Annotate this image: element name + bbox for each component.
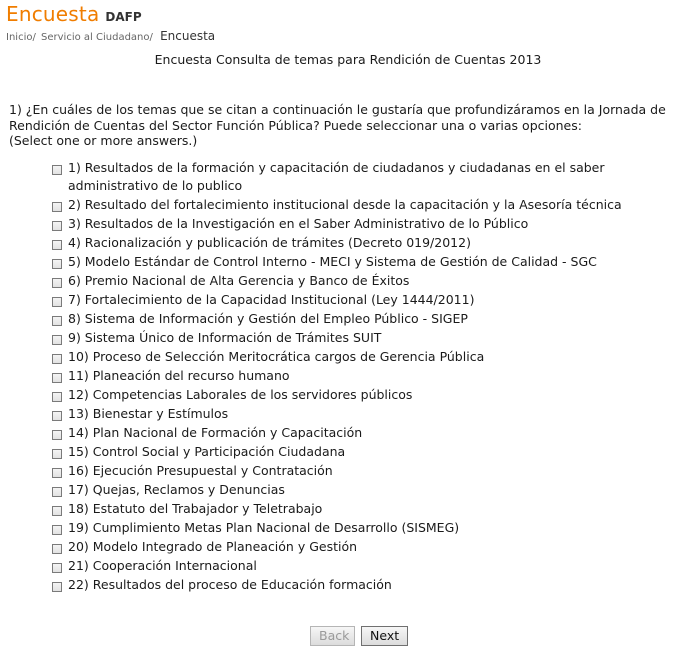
option-checkbox[interactable]	[52, 506, 62, 516]
option-checkbox[interactable]	[52, 221, 62, 231]
option-item[interactable]	[52, 215, 692, 234]
option-checkbox[interactable]	[52, 582, 62, 592]
option-checkbox[interactable]	[52, 392, 62, 402]
question-block	[9, 102, 689, 149]
option-checkbox[interactable]	[52, 563, 62, 573]
option-item[interactable]	[52, 310, 692, 329]
option-item[interactable]	[52, 481, 692, 500]
option-checkbox[interactable]	[52, 411, 62, 421]
option-item[interactable]	[52, 519, 692, 538]
option-item[interactable]	[52, 272, 692, 291]
option-checkbox[interactable]	[52, 297, 62, 307]
breadcrumb-current: Encuesta	[160, 29, 216, 43]
option-checkbox[interactable]	[52, 316, 62, 326]
option-label: 13) Bienestar y Estímulos	[68, 406, 229, 421]
option-label: 8) Sistema de Información y Gestión del Empleo Público - SIGEP	[68, 311, 468, 326]
option-label: 5) Modelo Estándar de Control Interno - MECI y Sistema de Gestión de Calidad - SGC	[68, 254, 597, 269]
breadcrumb-separator: /	[32, 32, 36, 43]
option-label: 20) Modelo Integrado de Planeación y Gestión	[68, 539, 358, 554]
option-label: 4) Racionalización y publicación de trámites (Decreto 019/2012)	[68, 235, 471, 250]
breadcrumb-separator: /	[149, 32, 153, 43]
option-label: 19) Cumplimiento Metas Plan Nacional de Desarrollo (SISMEG)	[68, 520, 460, 535]
option-label: 18) Estatuto del Trabajador y Teletrabajo	[68, 501, 323, 516]
option-item[interactable]	[52, 348, 692, 367]
option-item[interactable]	[52, 443, 692, 462]
option-label: 16) Ejecución Presupuestal y Contratación	[68, 463, 333, 478]
back-button[interactable]: Back	[310, 626, 355, 646]
option-item[interactable]	[52, 291, 692, 310]
option-item[interactable]	[52, 234, 692, 253]
breadcrumb-link-servicio-al-ciudadano[interactable]: Servicio al Ciudadano	[41, 32, 150, 43]
option-checkbox[interactable]	[52, 259, 62, 269]
option-label: 17) Quejas, Reclamos y Denuncias	[68, 482, 285, 497]
option-label: 3) Resultados de la Investigación en el Saber Administrativo de lo Público	[68, 216, 529, 231]
option-checkbox[interactable]	[52, 487, 62, 497]
option-item[interactable]	[52, 424, 692, 443]
question-text: 1) ¿En cuáles de los temas que se citan a continuación le gustaría que profundizáramos en la Jornada de Rendición de Cuentas del Sector Función Pública? Puede seleccionar una o varias opciones:	[9, 102, 666, 133]
option-item[interactable]	[52, 386, 692, 405]
option-label: 2) Resultado del fortalecimiento institucional desde la capacitación y la Asesoría técnica	[68, 197, 622, 212]
page-title: Encuesta	[6, 2, 100, 26]
option-checkbox[interactable]	[52, 335, 62, 345]
option-label: 14) Plan Nacional de Formación y Capacitación	[68, 425, 363, 440]
option-checkbox[interactable]	[52, 354, 62, 364]
option-label: 6) Premio Nacional de Alta Gerencia y Banco de Éxitos	[68, 273, 410, 288]
option-checkbox[interactable]	[52, 373, 62, 383]
question-hint: (Select one or more answers.)	[9, 133, 198, 148]
option-label: 7) Fortalecimiento de la Capacidad Institucional (Ley 1444/2011)	[68, 292, 475, 307]
breadcrumb	[6, 29, 215, 43]
option-item[interactable]	[52, 405, 692, 424]
option-checkbox[interactable]	[52, 240, 62, 250]
options-list	[52, 159, 692, 595]
page-header	[6, 2, 142, 26]
option-label: 12) Competencias Laborales de los servidores públicos	[68, 387, 413, 402]
option-label: 21) Cooperación Internacional	[68, 558, 257, 573]
option-checkbox[interactable]	[52, 202, 62, 212]
option-item[interactable]	[52, 557, 692, 576]
option-item[interactable]	[52, 253, 692, 272]
option-item[interactable]	[52, 462, 692, 481]
option-label: 11) Planeación del recurso humano	[68, 368, 290, 383]
option-checkbox[interactable]	[52, 468, 62, 478]
option-label: 1) Resultados de la formación y capacitación de ciudadanos y ciudadanas en el saber administrativo de lo publico	[68, 160, 605, 193]
option-checkbox[interactable]	[52, 430, 62, 440]
next-button[interactable]: Next	[361, 626, 408, 646]
option-checkbox[interactable]	[52, 165, 62, 175]
option-checkbox[interactable]	[52, 278, 62, 288]
option-label: 15) Control Social y Participación Ciudadana	[68, 444, 346, 459]
option-item[interactable]	[52, 196, 692, 215]
option-item[interactable]	[52, 576, 692, 595]
navigation-buttons	[310, 626, 408, 646]
option-item[interactable]	[52, 500, 692, 519]
option-label: 22) Resultados del proceso de Educación formación	[68, 577, 392, 592]
option-checkbox[interactable]	[52, 449, 62, 459]
survey-title: Encuesta Consulta de temas para Rendición de Cuentas 2013	[154, 52, 542, 67]
breadcrumb-link-inicio[interactable]: Inicio	[6, 32, 33, 43]
option-item[interactable]	[52, 159, 692, 196]
option-label: 9) Sistema Único de Información de Trámites SUIT	[68, 330, 382, 345]
option-checkbox[interactable]	[52, 525, 62, 535]
organization-label: DAFP	[105, 10, 142, 24]
option-label: 10) Proceso de Selección Meritocrática cargos de Gerencia Pública	[68, 349, 485, 364]
option-item[interactable]	[52, 367, 692, 386]
option-checkbox[interactable]	[52, 544, 62, 554]
option-item[interactable]	[52, 538, 692, 557]
option-item[interactable]	[52, 329, 692, 348]
